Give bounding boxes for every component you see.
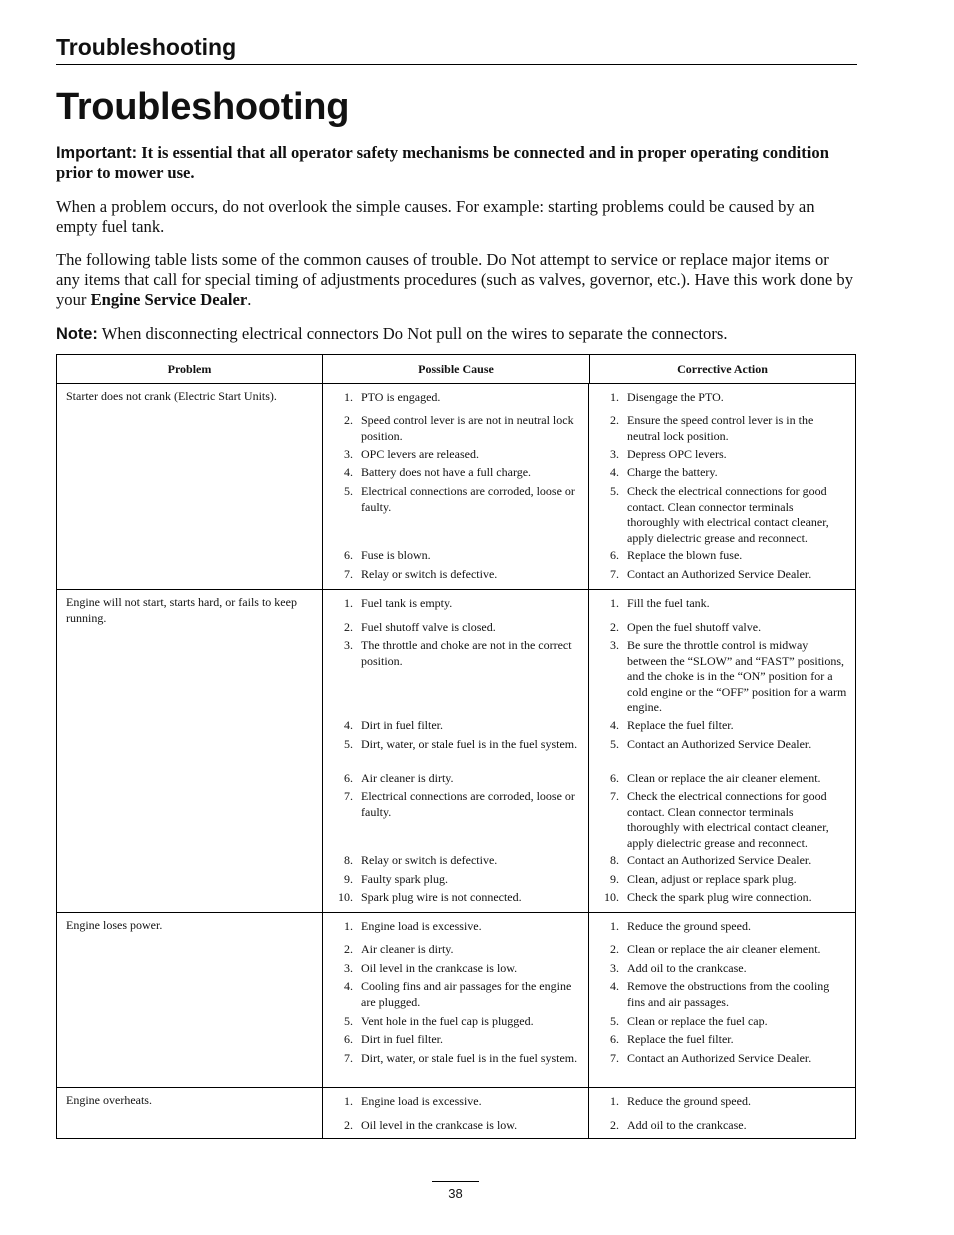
cause-item — [331, 718, 582, 734]
troubleshooting-table — [56, 354, 856, 1139]
problem-cell: Engine loses power. — [66, 918, 163, 932]
action-item — [597, 1051, 849, 1067]
cause-text: Electrical connections are corroded, loose or faulty. — [361, 484, 575, 514]
action-number: 10. — [604, 890, 619, 904]
action-text: Remove the obstructions from the cooling fins and air passages. — [627, 979, 830, 1009]
action-text: Clean or replace the air cleaner element. — [627, 942, 821, 956]
cause-number: 1. — [344, 919, 353, 933]
cause-cell — [322, 913, 588, 1087]
action-item — [597, 919, 849, 935]
cause-item — [331, 961, 582, 977]
cause-text: Fuse is blown. — [361, 548, 431, 562]
action-number: 1. — [610, 390, 619, 404]
action-item — [597, 872, 849, 888]
page-number-rule — [432, 1181, 479, 1182]
cause-item — [331, 1094, 582, 1110]
cause-item — [331, 853, 582, 869]
cause-number: 5. — [344, 484, 353, 498]
cause-text: Electrical connections are corroded, loose or faulty. — [361, 789, 575, 819]
cause-text: Engine load is excessive. — [361, 1094, 482, 1108]
header-corrective-action: Corrective Action — [589, 355, 855, 383]
action-number: 5. — [610, 484, 619, 498]
cause-number: 2. — [344, 1118, 353, 1132]
cause-text: Air cleaner is dirty. — [361, 942, 454, 956]
cause-number: 7. — [344, 1051, 353, 1065]
action-number: 5. — [610, 1014, 619, 1028]
action-number: 1. — [610, 596, 619, 610]
cause-text: OPC levers are released. — [361, 447, 479, 461]
action-number: 3. — [610, 638, 619, 652]
action-text: Contact an Authorized Service Dealer. — [627, 567, 812, 581]
cause-number: 8. — [344, 853, 353, 867]
action-item — [597, 771, 849, 787]
cause-cell — [322, 590, 588, 912]
cause-number: 10. — [338, 890, 353, 904]
action-text: Replace the fuel filter. — [627, 718, 734, 732]
cause-item — [331, 771, 582, 787]
action-text: Disengage the PTO. — [627, 390, 724, 404]
cause-item — [331, 413, 582, 444]
action-number: 6. — [610, 771, 619, 785]
action-number: 1. — [610, 919, 619, 933]
action-text: Replace the fuel filter. — [627, 1032, 734, 1046]
page-title: Troubleshooting — [56, 86, 350, 128]
cause-text: Relay or switch is defective. — [361, 853, 498, 867]
cause-item — [331, 737, 582, 753]
cause-number: 5. — [344, 1014, 353, 1028]
cause-item — [331, 390, 582, 406]
cause-text: Oil level in the crankcase is low. — [361, 961, 518, 975]
action-text: Add oil to the crankcase. — [627, 961, 747, 975]
action-item — [597, 789, 849, 851]
action-item — [597, 620, 849, 636]
action-number: 6. — [610, 548, 619, 562]
note-paragraph — [56, 324, 856, 344]
action-item — [597, 718, 849, 734]
action-text: Add oil to the crankcase. — [627, 1118, 747, 1132]
cause-item — [331, 1118, 582, 1134]
cause-number: 6. — [344, 1032, 353, 1046]
cause-text: Dirt in fuel filter. — [361, 718, 443, 732]
service-text: The following table lists some of the common causes of trouble. Do Not attempt to service or replace major items or any items that call for special timing of adjustments procedures (such as valves, governor, etc.). Have this work done by your — [56, 250, 853, 309]
action-item — [597, 484, 849, 546]
action-text: Replace the blown fuse. — [627, 548, 743, 562]
action-item — [597, 737, 849, 753]
action-item — [597, 390, 849, 406]
cause-item — [331, 1032, 582, 1048]
cause-number: 3. — [344, 961, 353, 975]
important-paragraph — [56, 143, 856, 183]
action-number: 7. — [610, 789, 619, 803]
action-item — [597, 465, 849, 481]
service-text-end: . — [247, 290, 252, 309]
cause-number: 5. — [344, 737, 353, 751]
cause-text: Vent hole in the fuel cap is plugged. — [361, 1014, 534, 1028]
action-item — [597, 548, 849, 564]
service-dealer-bold: Engine Service Dealer — [90, 290, 248, 309]
cause-cell — [322, 384, 588, 589]
action-item — [597, 596, 849, 612]
cause-item — [331, 979, 582, 1010]
cause-number: 2. — [344, 413, 353, 427]
cause-text: Relay or switch is defective. — [361, 567, 498, 581]
cause-text: Oil level in the crankcase is low. — [361, 1118, 518, 1132]
cause-number: 4. — [344, 465, 353, 479]
action-item — [597, 979, 849, 1010]
action-cell — [588, 913, 853, 1087]
action-cell — [588, 384, 853, 589]
note-label: Note: — [56, 325, 98, 343]
action-cell — [588, 590, 853, 912]
action-number: 1. — [610, 1094, 619, 1108]
section-header-title: Troubleshooting — [56, 34, 237, 60]
action-item — [597, 942, 849, 958]
cause-number: 3. — [344, 447, 353, 461]
action-item — [597, 1118, 849, 1134]
cause-number: 4. — [344, 979, 353, 993]
cause-item — [331, 919, 582, 935]
action-text: Charge the battery. — [627, 465, 718, 479]
action-text: Depress OPC levers. — [627, 447, 727, 461]
cause-text: Dirt, water, or stale fuel is in the fuel system. — [361, 1051, 578, 1065]
cause-text: Faulty spark plug. — [361, 872, 448, 886]
action-text: Check the spark plug wire connection. — [627, 890, 812, 904]
action-item — [597, 1094, 849, 1110]
note-text: When disconnecting electrical connectors Do Not pull on the wires to separate the connectors. — [101, 324, 728, 343]
intro-paragraph: When a problem occurs, do not overlook the simple causes. For example: starting problems could be caused by an empty fuel tank. — [56, 197, 815, 236]
action-item — [597, 447, 849, 463]
problem-cell: Engine overheats. — [66, 1093, 152, 1107]
cause-item — [331, 447, 582, 463]
cause-number: 1. — [344, 1094, 353, 1108]
cause-text: Fuel shutoff valve is closed. — [361, 620, 496, 634]
cause-number: 4. — [344, 718, 353, 732]
action-text: Clean, adjust or replace spark plug. — [627, 872, 797, 886]
cause-item — [331, 548, 582, 564]
action-number: 5. — [610, 737, 619, 751]
action-number: 4. — [610, 979, 619, 993]
action-item — [597, 567, 849, 583]
action-text: Ensure the speed control lever is in the neutral lock position. — [627, 413, 814, 443]
action-number: 2. — [610, 413, 619, 427]
cause-number: 6. — [344, 771, 353, 785]
cause-text: Fuel tank is empty. — [361, 596, 453, 610]
cause-number: 1. — [344, 596, 353, 610]
action-number: 3. — [610, 447, 619, 461]
table-row — [57, 1088, 855, 1138]
cause-item — [331, 465, 582, 481]
cause-text: Cooling fins and air passages for the engine are plugged. — [361, 979, 572, 1009]
problem-cell: Engine will not start, starts hard, or fails to keep running. — [66, 595, 297, 625]
action-text: Clean or replace the fuel cap. — [627, 1014, 768, 1028]
action-item — [597, 961, 849, 977]
header-rule — [56, 64, 857, 65]
action-item — [597, 638, 849, 716]
action-number: 4. — [610, 718, 619, 732]
action-item — [597, 1014, 849, 1030]
action-number: 7. — [610, 1051, 619, 1065]
action-text: Reduce the ground speed. — [627, 919, 751, 933]
action-cell — [588, 1088, 853, 1138]
page-number: 38 — [448, 1186, 463, 1201]
cause-item — [331, 620, 582, 636]
action-text: Open the fuel shutoff valve. — [627, 620, 762, 634]
cause-item — [331, 567, 582, 583]
action-text: Clean or replace the air cleaner element. — [627, 771, 821, 785]
action-text: Fill the fuel tank. — [627, 596, 710, 610]
cause-item — [331, 596, 582, 612]
action-item — [597, 890, 849, 906]
cause-text: The throttle and choke are not in the correct position. — [361, 638, 572, 668]
cause-text: Speed control lever is are not in neutral lock position. — [361, 413, 574, 443]
cause-text: Dirt in fuel filter. — [361, 1032, 443, 1046]
action-number: 2. — [610, 942, 619, 956]
table-header — [57, 355, 855, 384]
action-text: Be sure the throttle control is midway between the “SLOW” and “FAST” positions, and the choke is in the “ON” position for a cold engine or the “OFF” position for a warm engine. — [627, 638, 847, 714]
service-paragraph — [56, 250, 856, 310]
problem-cell: Starter does not crank (Electric Start Units). — [66, 389, 277, 403]
cause-number: 1. — [344, 390, 353, 404]
important-text: It is essential that all operator safety mechanisms be connected and in proper operating condition prior to mower use. — [56, 143, 829, 182]
action-number: 7. — [610, 567, 619, 581]
cause-item — [331, 484, 582, 515]
cause-item — [331, 942, 582, 958]
action-item — [597, 853, 849, 869]
cause-cell — [322, 1088, 588, 1138]
cause-text: Spark plug wire is not connected. — [361, 890, 522, 904]
action-number: 2. — [610, 1118, 619, 1132]
cause-text: Engine load is excessive. — [361, 919, 482, 933]
cause-item — [331, 1051, 582, 1067]
cause-item — [331, 872, 582, 888]
cause-item — [331, 1014, 582, 1030]
action-text: Contact an Authorized Service Dealer. — [627, 853, 812, 867]
action-number: 6. — [610, 1032, 619, 1046]
cause-item — [331, 789, 582, 820]
cause-text: Battery does not have a full charge. — [361, 465, 532, 479]
cause-number: 2. — [344, 620, 353, 634]
action-text: Check the electrical connections for good contact. Clean connector terminals thoroughly with electrical contact cleaner, apply dielectric grease and reconnect. — [627, 484, 829, 545]
cause-text: Air cleaner is dirty. — [361, 771, 454, 785]
action-number: 8. — [610, 853, 619, 867]
header-possible-cause: Possible Cause — [322, 355, 589, 383]
action-text: Check the electrical connections for good contact. Clean connector terminals thoroughly with electrical contact cleaner, apply dielectric grease and reconnect. — [627, 789, 829, 850]
action-number: 3. — [610, 961, 619, 975]
table-body — [57, 384, 855, 1138]
action-number: 2. — [610, 620, 619, 634]
action-item — [597, 413, 849, 444]
action-number: 9. — [610, 872, 619, 886]
header-problem: Problem — [167, 361, 212, 376]
cause-text: PTO is engaged. — [361, 390, 441, 404]
table-row — [57, 384, 855, 590]
cause-number: 6. — [344, 548, 353, 562]
action-text: Reduce the ground speed. — [627, 1094, 751, 1108]
important-label: Important: — [56, 144, 138, 162]
action-number: 4. — [610, 465, 619, 479]
action-text: Contact an Authorized Service Dealer. — [627, 737, 812, 751]
table-row — [57, 590, 855, 913]
cause-number: 7. — [344, 567, 353, 581]
table-row — [57, 913, 855, 1088]
cause-number: 7. — [344, 789, 353, 803]
cause-number: 9. — [344, 872, 353, 886]
cause-number: 3. — [344, 638, 353, 652]
action-text: Contact an Authorized Service Dealer. — [627, 1051, 812, 1065]
cause-number: 2. — [344, 942, 353, 956]
cause-text: Dirt, water, or stale fuel is in the fuel system. — [361, 737, 578, 751]
action-item — [597, 1032, 849, 1048]
cause-item — [331, 638, 582, 669]
cause-item — [331, 890, 582, 906]
